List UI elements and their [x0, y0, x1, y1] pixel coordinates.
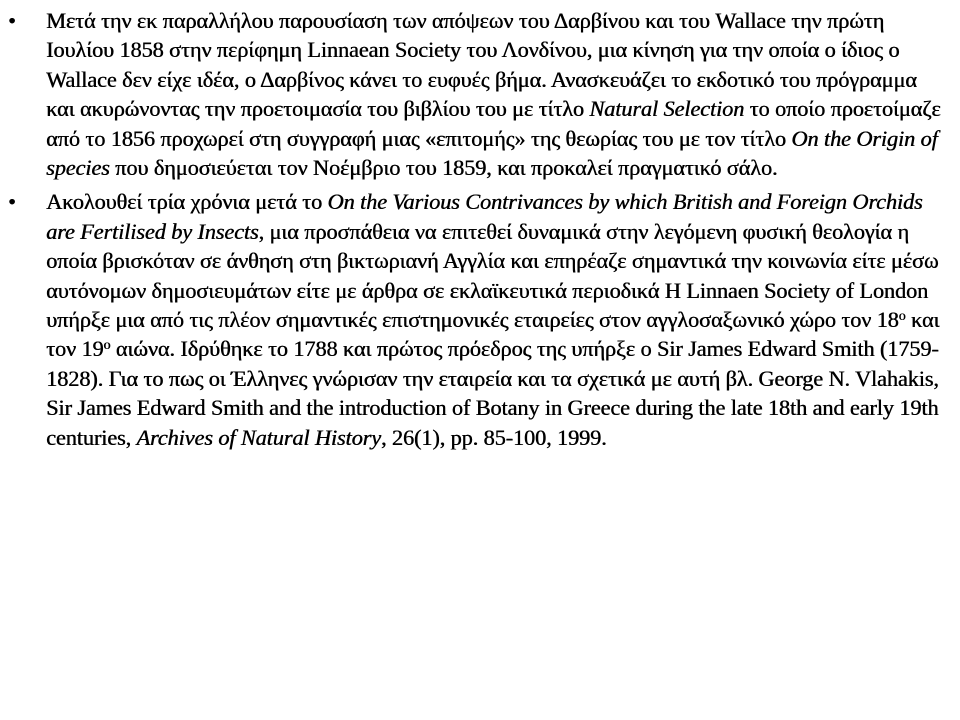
bullet1-text-1: Μετά την εκ παραλλήλου παρουσίαση των απόψεων του Δαρβίνου και του Wallace την πρώτη Ιουλίου 1858 στην περίφημη Linnaean Society του Λονδίνου, μια κίνηση για την οποία ο ίδιος ο Wallace δεν είχε ιδέα, ο Δαρβίνος κάνει το ευφυές βήμα. Ανασκευάζει το εκδοτικό του πρόγραμμα και ακυρώνοντας την προετοιμασία του βιβλίου του με τίτλο [46, 8, 917, 122]
bullet-list [0, 6, 960, 457]
bullet2-text-4: αιώνα. Ιδρύθηκε το 1788 και πρώτος πρόεδρος της υπήρξε ο Sir James Edward Smith (1759-1828). Για το πως οι Έλληνες γνώρισαν την εταιρεία και τα σχετικά με αυτή βλ. George N. Vlahakis, Sir James Edward Smith and the introduction of Botany in Greece during the late 18th and early 19th centuries, [46, 336, 939, 450]
book-title-orchids: On the Various Contrivances by which British and Foreign Orchids are Fertilised by Insects [46, 189, 923, 244]
journal-title-archives: Archives of Natural History [136, 424, 381, 450]
bullet2-text-1: Ακολουθεί τρία χρόνια μετά το [46, 189, 328, 215]
bullet2-text-5: , 26(1), pp. 85-100, 1999. [380, 424, 607, 450]
bullet2-text-3: και τον 19 [46, 307, 940, 362]
bullet2-text-2: , μια προσπάθεια να επιτεθεί δυναμικά στην λεγόμενη φυσική θεολογία η οποία βρισκόταν σε άνθηση στη βικτωριανή Αγγλία και επηρέαζε σημαντικά την κοινωνία είτε μέσω αυτόνομων δημοσιευμάτων είτε με άρθρα σε εκλαϊκευτικά περιοδικά Η Linnaen Society of London υπήρξε μια από τις πλέον σημαντικές επιστημονικές εταιρείες στον αγγλοσαξωνικό χώρο τον 18 [46, 218, 939, 333]
ordinal-superscript-18: ο [898, 309, 906, 325]
bullet-orchids-linnaean [0, 187, 960, 452]
bullet1-text-2: το οποίο προετοίμαζε από το 1856 προχωρεί στη συγγραφή μιας «επιτομής» της θεωρίας του με τον τίτλο [46, 96, 941, 151]
ordinal-superscript-19: ο [103, 338, 111, 354]
bullet-darwin-origin [0, 6, 960, 182]
bullet1-text-3: που δημοσιεύεται τον Νοέμβριο του 1859, και προκαλεί πραγματικό σάλο. [109, 155, 778, 181]
book-title-natural-selection: Natural Selection [589, 96, 745, 122]
bullet-marker: • [8, 189, 16, 215]
bullet-marker: • [8, 8, 16, 33]
book-title-origin-of-species: On the Origin of species [46, 125, 938, 181]
